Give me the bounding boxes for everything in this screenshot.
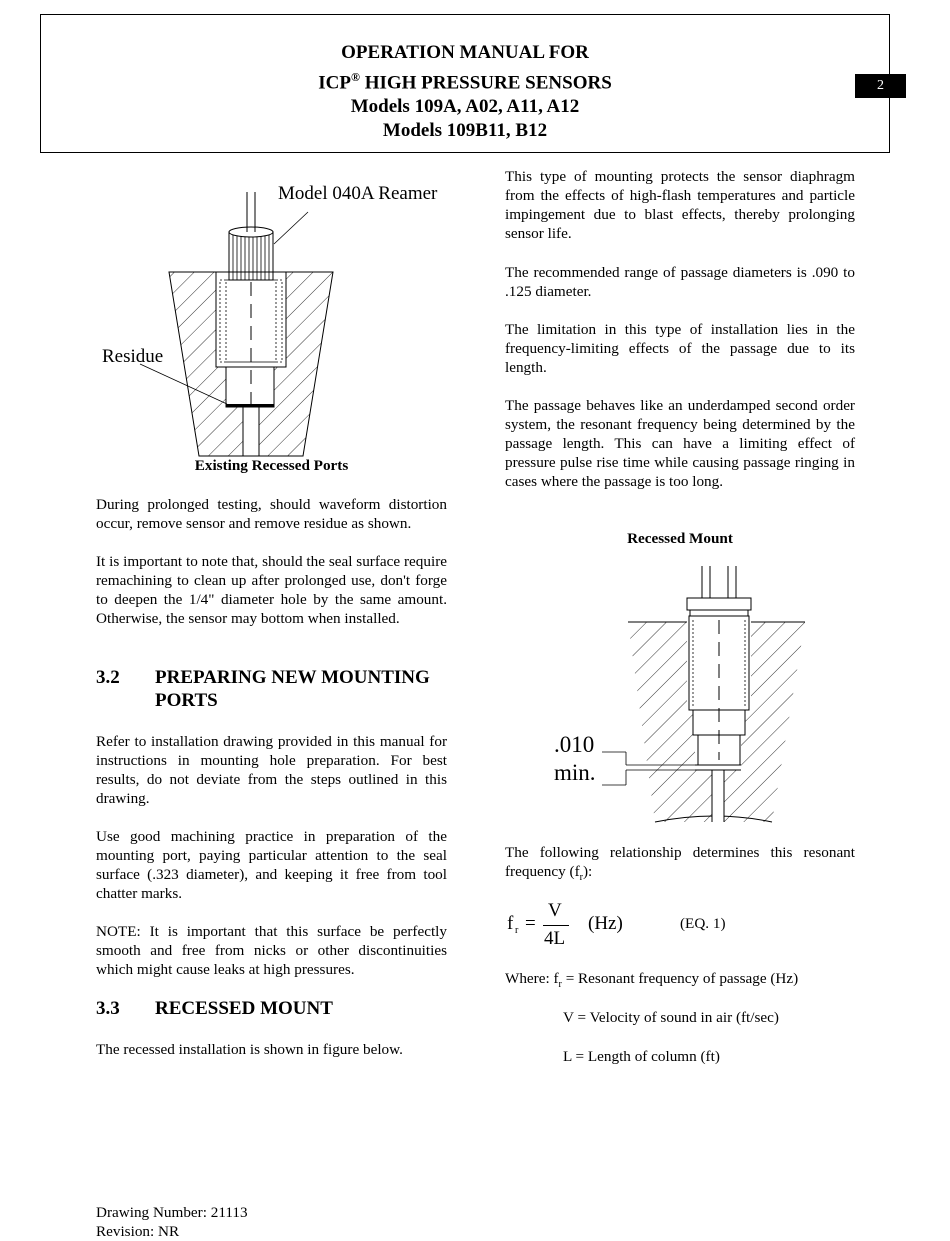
left-paragraph-4: Use good machining practice in preparation of the mounting port, paying particular attention to the seal surface (.323 diameter), and keeping it free from tool chatter marks.: [96, 828, 447, 902]
left-paragraph-6: The recessed installation is shown in figure below.: [96, 1041, 403, 1058]
where-v-line: V = Velocity of sound in air (ft/sec): [563, 1009, 779, 1026]
figure2-caption: Recessed Mount: [627, 530, 733, 547]
left-paragraph-3: Refer to installation drawing provided in this manual for instructions in mounting hole preparation. For best results, do not deviate from the steps outlined in this drawing.: [96, 733, 447, 807]
section-number: 3.3: [96, 998, 120, 1019]
section-title: RECESSED MOUNT: [155, 998, 333, 1019]
existing-recessed-port-drawing: [96, 172, 456, 462]
right-paragraph-4: The passage behaves like an underdamped second order system, the resonant frequency being determined by the passage length. This can have a limiting effect of pressure pulse rise time while causing passage ringing in cases where the passage is too long.: [505, 397, 855, 490]
drawing-number: Drawing Number: 21113: [96, 1204, 248, 1221]
title-line-4: Models 109B11, B12: [382, 120, 548, 142]
section-number: 3.2: [96, 667, 120, 688]
right-paragraph-5: The following relationship determines this resonant frequency $(f_r)$:: [505, 844, 855, 884]
dimension-label-value: .010: [554, 732, 595, 757]
right-paragraph-1: This type of mounting protects the sensor diaphragm from the effects of high-flash temperatures and particle impingement due to blast effects, thereby prolonging sensor life.: [505, 168, 855, 242]
section-title: PREPARING NEW MOUNTING PORTS: [155, 667, 430, 711]
eq-numerator: V: [548, 900, 562, 921]
eq-fraction-bar: [543, 925, 569, 926]
residue-label: Residue: [102, 346, 164, 367]
right-paragraph-2: The recommended range of passage diameters is .090 to .125 diameter.: [505, 264, 855, 300]
title-line-1: OPERATION MANUAL FOR: [341, 42, 589, 63]
eq-unit: (Hz): [588, 913, 623, 934]
section-3-2-heading: [96, 666, 456, 714]
eq-sub: r: [515, 925, 519, 936]
note-paragraph: NOTE: It is important that this surface be perfectly smooth and free from nicks or other discontinuities which might cause leaks at high pressures.: [96, 923, 447, 978]
document-title: [41, 41, 889, 143]
figure1-caption: Existing Recessed Ports: [194, 457, 349, 474]
left-paragraph-2: It is important to note that, should the seal surface require remachining to clean up after prolonged use, don't forge to deepen the 1/4" diameter hole by the same amount. Otherwise, the sensor may bottom when installed.: [96, 553, 447, 627]
where-fr-line: Where: $f_r$ = Resonant frequency of passage (Hz): [505, 970, 799, 991]
right-paragraph-3: The limitation in this type of installation lies in the frequency-limiting effects of the passage due to its length.: [505, 321, 855, 376]
dimension-label-unit: min.: [554, 760, 596, 785]
where-l-line: L = Length of column (ft): [563, 1048, 720, 1065]
title-line-2: ICP® HIGH PRESSURE SENSORS: [318, 70, 612, 94]
title-line-3: Models 109A, A02, A11, A12: [350, 96, 580, 118]
reamer-label: Model 040A Reamer: [278, 183, 438, 204]
recessed-mount-drawing: [550, 560, 810, 830]
header-box: [40, 14, 890, 153]
eq-f: f: [507, 913, 514, 934]
page-number-badge: 2: [855, 74, 906, 98]
section-3-3-heading: [96, 997, 456, 1021]
revision: Revision: NR: [96, 1223, 180, 1240]
eq-denominator: 4L: [544, 928, 566, 949]
left-paragraph-1: During prolonged testing, should waveform distortion occur, remove sensor and remove residue as shown.: [96, 496, 447, 532]
eq-equals: =: [525, 913, 536, 934]
eq-label: (EQ. 1): [680, 915, 726, 932]
